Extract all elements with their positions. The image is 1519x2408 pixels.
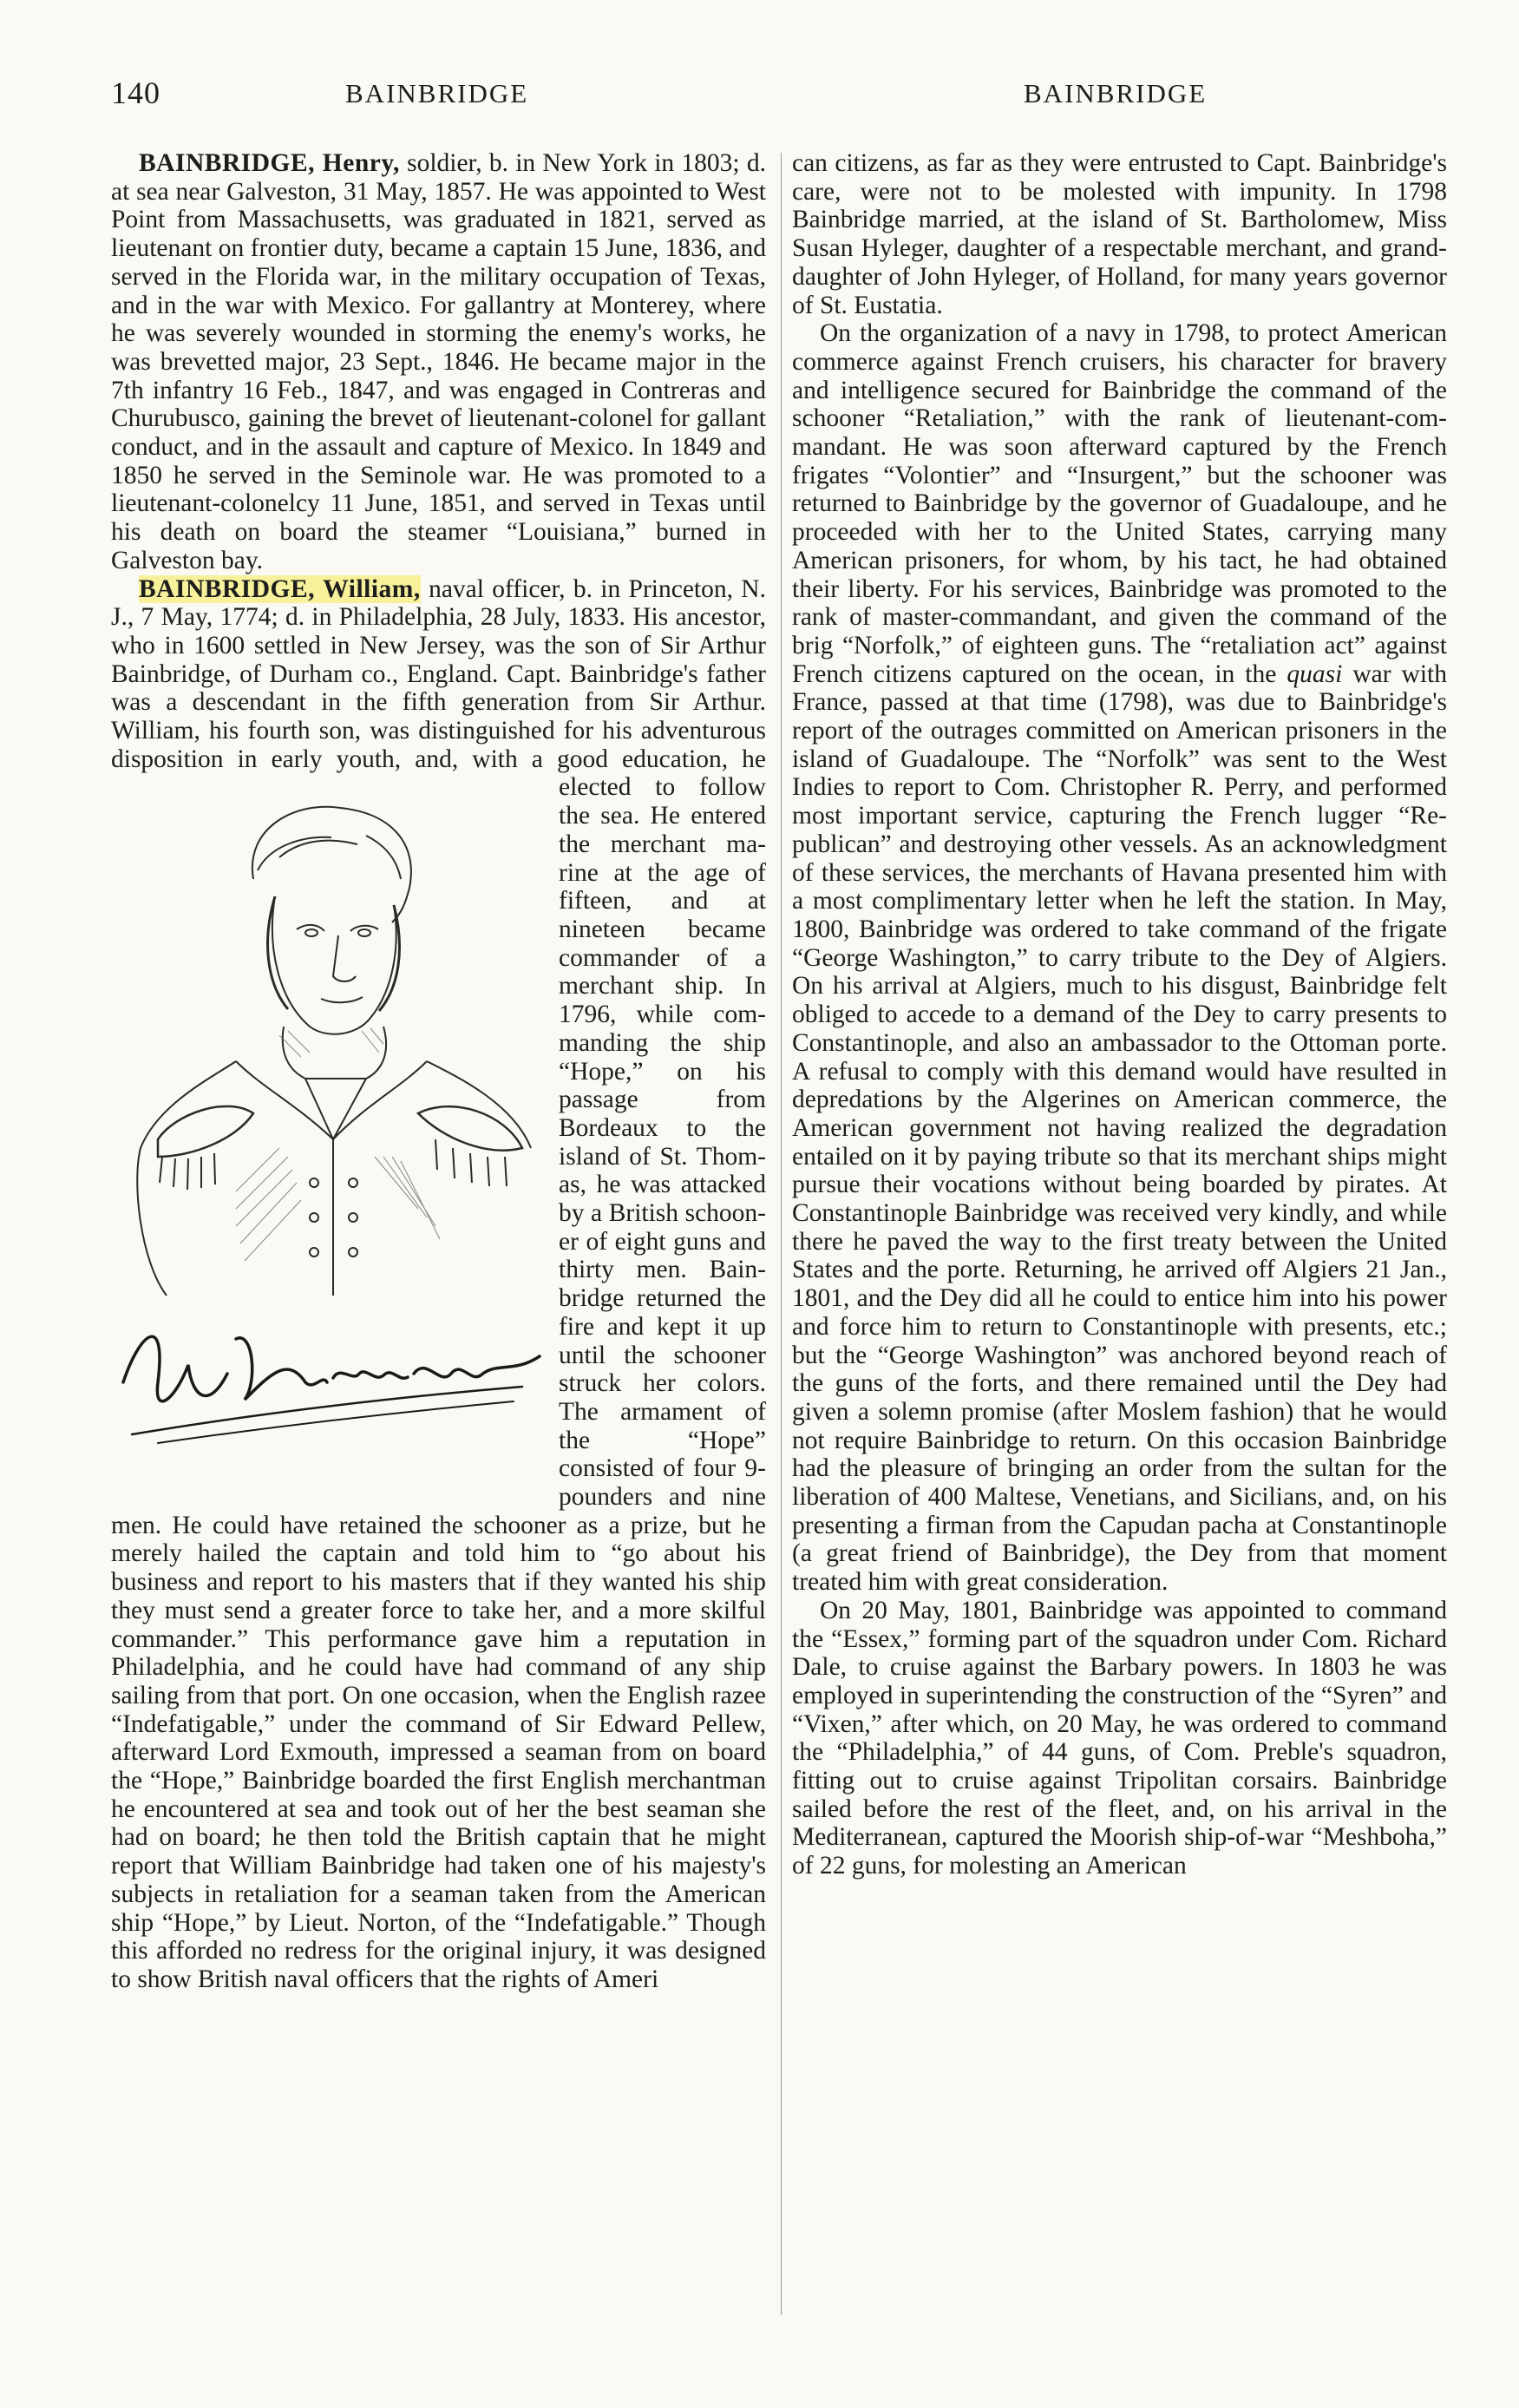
entry-william-text-wrapped: follow the sea. He entered the merchant marine at the age of fifteen, and at nineteen became commander of a merchant ship. In 1796, while commanding the ship “Hope,” on his passage from Bordeaux to the island of St. Thomas, he was attacked by a British schooner of eight guns and thirty men. Bainbridge returned the fire and kept it up until the schooner struck her colors. The armament of the “Hope” consisted of four 9-pounders and nine men. He could have retained the schooner as a prize, but he merely hailed the captain and told him to “go about his business and report to his masters that if they wanted his ship they must send a greater force to take her, and a more skilful commander.” This performance gave him a reputation in Philadelphia, and he could have had command of any ship sailing from that port. On one occasion, when the English razee “Indefatigable,” under the command of Sir Edward Pellew, afterward Lord Exmouth, impressed a seaman from on board the “Hope,” Bainbridge boarded the first English merchantman he encountered at sea and took out of her the best seaman she had on board; he then told the British captain that he might report that William Bainbridge had taken one of his majesty's subjects in retaliation for a seaman taken from the American ship “Hope,” by Lieut. Norton, of the “Indefatigable.” Though this afforded no redress for the original injury, it was designed to show British naval officers that the rights of Ameri — [111, 773, 766, 1993]
right-para-2 — [792, 319, 1447, 1597]
quasi-italic: quasi — [1287, 659, 1343, 688]
headword-william: BAINBRIDGE, William, — [139, 574, 421, 603]
left-column — [111, 149, 766, 1994]
right-para-2-b: war with France, passed at that time (1798), was due to Bainbridge's report of the outrages committed on American prisoners in the island of Guadaloupe. The “Norfolk” was sent to the West Indies to report to Com. Christopher R. Perry, and performed most important service, capturing the French lugger “Republican” and destroying other vessels. As an acknowledgment of these services, the merchants of Havana presented him with a most complimentary letter when he left the station. In May, 1800, Bainbridge was ordered to take command of the frigate “George Washington,” to carry tribute to the Dey of Algiers. On his arrival at Algiers, much to his disgust, Bainbridge felt obliged to accede to a demand of the Dey to carry presents to Constantinople, and also an ambassador to the Ottoman porte. A refusal to comply with this demand would have resulted in depredations by the Algerines on American commerce, the American government not having realized the degradation entailed on it by paying tribute so that its merchant ships might pursue their vocations without being boarded by pirates. At Constantinople Bainbridge was received very kindly, and while there he paved the way to the first treaty between the United States and the porte. Returning, he arrived off Algiers 21 Jan., 1801, and the Dey did all he could to entice him into his power and force him to return to Constantinople with presents, etc.; but the “George Washington” was anchored beyond reach of the guns of the forts, and there remained until the Dey had given a solemn promise (after Moslem fashion) that he would not require Bainbridge to return. On this occasion Bainbridge had the pleasure of bringing an order from the sultan for the liberation of 400 Maltese, Venetians, and Sicilians, and, on his presenting a firman from the Capudan pacha at Constantinople (a great friend of Bainbridge), the Dey from that moment treated him with great consideration. — [792, 659, 1448, 1597]
headword-henry: BAINBRIDGE, Henry, — [139, 149, 400, 177]
running-head-right: BAINBRIDGE — [1024, 78, 1208, 108]
right-column — [792, 149, 1447, 1880]
right-para-1: can citizens, as far as they were entrusted to Capt. Bainbridge's care, were not to be molested with impunity. In 1798 Bainbridge married, at the island of St. Bartholomew, Miss Susan Hyleger, daughter of a respectable merchant, and granddaughter of John Hyleger, of Holland, for many years governor of St. Eustatia. — [792, 149, 1447, 319]
entry-william-text: naval officer, b. in Princeton, N. J., 7 May, 1774; d. in Philadelphia, 28 July, 1833. His ancestor, who in 1600 settled in New Jersey, was the son of Sir Arthur Bainbridge, of Durham co., England. Capt. Bainbridge's father was a descendant in the fifth generation from Sir Arthur. William, his fourth son, was distinguished for his adventurous disposition in early youth, and, with a good education, he elected to — [111, 574, 766, 802]
entry-henry-text: soldier, b. in New York in 1803; d. at sea near Galveston, 31 May, 1857. He was appointed to West Point from Massachusetts, was graduated in 1821, served as lieutenant on frontier duty, became a captain 15 June, 1836, and served in the Florida war, in the military occupation of Texas, and in the war with Mexico. For gallantry at Monterey, where he was severely wounded in storming the enemy's works, he was brevetted major, 23 Sept., 1846. He became major in the 7th infantry 16 Feb., 1847, and was engaged in Contreras and Churubusco, gaining the brevet of lieutenant-colonel for gallant conduct, and in the assault and capture of Mexico. In 1849 and 1850 he served in the Seminole war. He was promoted to a lieutenant-colonelcy 11 June, 1851, and served in Texas until his death on board the steamer “Louisiana,” burned in Galveston bay. — [111, 149, 766, 574]
running-head-left: BAINBRIDGE — [345, 78, 529, 108]
entry-henry — [111, 149, 766, 575]
page-number: 140 — [111, 75, 160, 110]
entry-william — [111, 575, 766, 1994]
right-para-2-a: On the organization of a navy in 1798, to protect American commerce against French cruisers, his character for bravery and intelligence secured for Bainbridge the command of the schooner “Retaliation,” with the rank of lieutenant-commandant. He was soon afterward captured by the French frigates “Volontier” and “Insurgent,” but the schooner was returned to Bainbridge by the governor of Guadaloupe, and he proceeded with her to the United States, carrying many American prisoners, for whom, by his tact, he had obtained their liberty. For his services, Bainbridge was promoted to the rank of master-commandant, and given the command of the brig “Norfolk,” of eighteen guns. The “retaliation act” against French citizens captured on the ocean, in the — [792, 319, 1447, 688]
signature-text: W. Bainbridge — [319, 1469, 326, 1471]
right-para-3: On 20 May, 1801, Bainbridge was appointed to command the “Essex,” forming part of the squadron under Com. Richard Dale, to cruise against the Barbary powers. In 1803 he was employed in superintending the construction of the “Syren” and “Vixen,” after which, on 20 May, he was ordered to command the “Philadelphia,” of 44 guns, of Com. Preble's squadron, fitting out to cruise against Tripolitan corsairs. Bainbridge sailed before the rest of the fleet, and, on his arrival in the Mediterranean, captured the Moorish ship-of-war “Meshboha,” of 22 guns, for molesting an American — [792, 1596, 1447, 1880]
portrait-engraving — [106, 775, 550, 1499]
column-divider — [781, 153, 782, 2315]
